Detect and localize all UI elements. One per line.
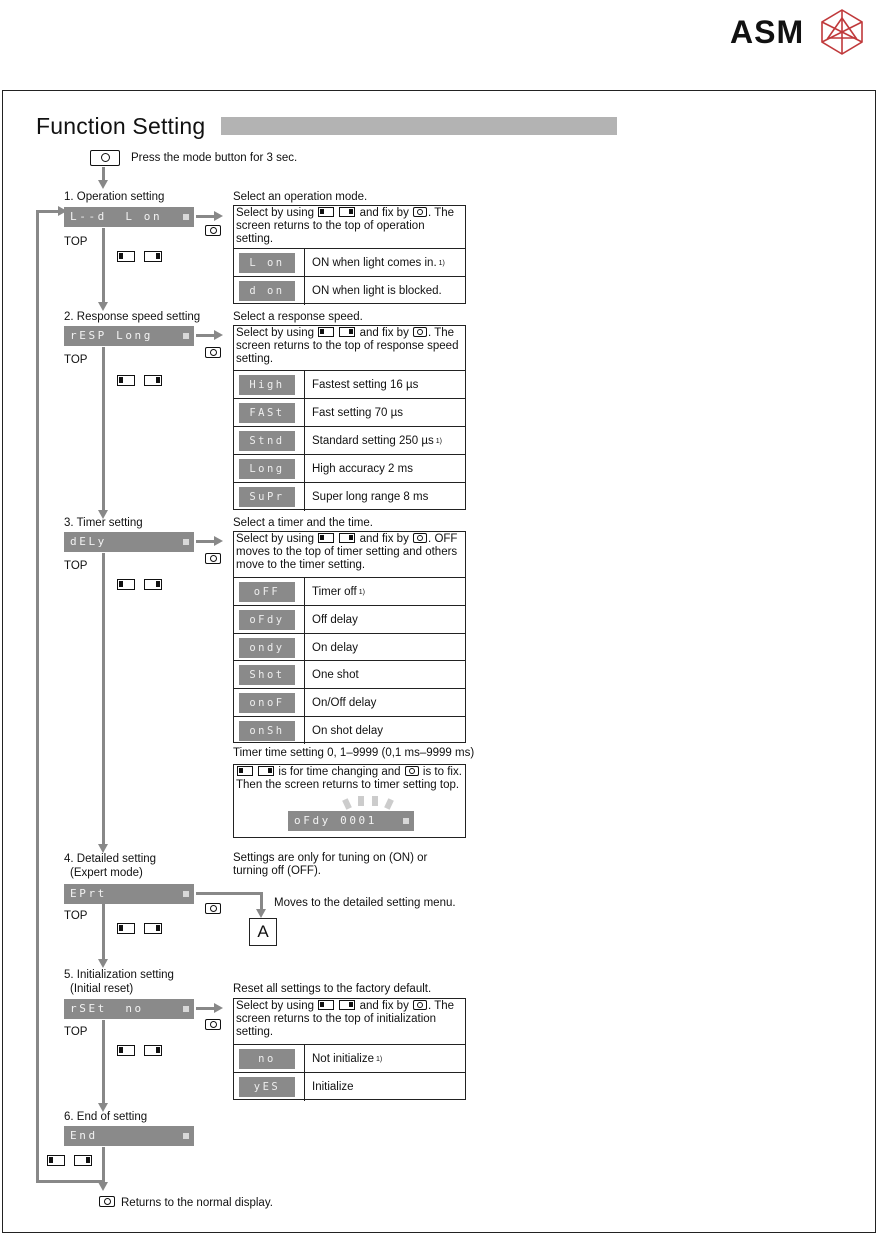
detailed-moves: Moves to the detailed setting menu. (274, 897, 456, 909)
section-heading: 1. Operation setting (64, 191, 165, 203)
section-heading: 4. Detailed setting (64, 853, 157, 865)
option-row: ondy On delay (234, 633, 465, 661)
left-button-icon (117, 251, 135, 262)
right-button-icon (144, 579, 162, 590)
asm-logo-icon (818, 8, 866, 56)
lcd-display: rSEt no (64, 999, 194, 1019)
section-heading: 5. Initialization setting (64, 969, 174, 981)
mode-button-icon (205, 903, 221, 914)
right-button-icon (144, 923, 162, 934)
option-row: Stnd Standard setting 250 µs 1) (234, 426, 465, 455)
lcd-display: EPrt (64, 884, 194, 904)
top-label: TOP (64, 1026, 88, 1038)
section-prompt: Reset all settings to the factory default. (233, 983, 432, 995)
top-label: TOP (64, 236, 88, 248)
title-bar (221, 117, 617, 135)
section-subheading: (Initial reset) (70, 983, 134, 995)
top-label: TOP (64, 354, 88, 366)
footer-text: Returns to the normal display. (121, 1197, 273, 1209)
option-row: Shot One shot (234, 660, 465, 689)
timer-time-box: is for time changing and is to fix. Then the screen returns to timer setting top. (233, 764, 466, 838)
timer-time-label: Timer time setting 0, 1–9999 (0,1 ms–9999 ms) (233, 747, 475, 759)
option-row: Long High accuracy 2 ms (234, 454, 465, 483)
option-row: no Not initialize 1) (234, 1044, 465, 1073)
option-row: L on ON when light comes in. 1) (234, 248, 465, 277)
detailed-note: Settings are only for tuning on (ON) or turning off (OFF). (233, 852, 428, 877)
option-row: d on ON when light is blocked. (234, 276, 465, 305)
mode-button-icon (205, 553, 221, 564)
right-button-icon (144, 251, 162, 262)
options-table: Select by using and fix by . The screen returns to the top of operation setting. L on ON when light comes in. 1) d on ON when light is blocked. (233, 205, 466, 304)
option-row: oFF Timer off 1) (234, 577, 465, 606)
lcd-display: L--d L on (64, 207, 194, 227)
option-row: yES Initialize (234, 1072, 465, 1101)
mode-button-icon (205, 1019, 221, 1030)
section-subheading: (Expert mode) (70, 867, 143, 879)
left-button-icon (117, 579, 135, 590)
mode-button-icon (90, 150, 120, 166)
right-button-icon (144, 1045, 162, 1056)
option-row: onSh On shot delay (234, 716, 465, 744)
mode-button-icon (205, 225, 221, 236)
options-table: Select by using and fix by . The screen returns to the top of response speed setting. High Fastest setting 16 µs FASt Fast setting 70 µs Stnd Standard setting 250 µs 1) Long High accuracy 2 ms SuPr Super long range 8 ms (233, 325, 466, 510)
lcd-display: dELy (64, 532, 194, 552)
right-button-icon (144, 375, 162, 386)
lcd-display: End (64, 1126, 194, 1146)
section-prompt: Select an operation mode. (233, 191, 368, 203)
brand-name: ASM (730, 14, 805, 50)
option-row: High Fastest setting 16 µs (234, 370, 465, 399)
page-title: Function Setting (36, 113, 206, 139)
options-table: Select by using and fix by . The screen returns to the top of initialization setting. no Not initialize 1) yES Initialize (233, 998, 466, 1100)
option-row: oFdy Off delay (234, 605, 465, 634)
lcd-display: rESP Long (64, 326, 194, 346)
options-table: Select by using and fix by . OFF moves to the top of timer setting and others move to the timer setting. oFF Timer off 1) oFdy Off delay ondy On delay Shot One shot onoF On/Off delay onSh On shot delay (233, 531, 466, 743)
section-heading: 2. Response speed setting (64, 311, 201, 323)
left-button-icon (117, 1045, 135, 1056)
top-label: TOP (64, 560, 88, 572)
section-heading: 3. Timer setting (64, 517, 143, 529)
option-row: onoF On/Off delay (234, 688, 465, 717)
left-button-icon (117, 375, 135, 386)
mode-button-icon (99, 1196, 115, 1207)
option-row: SuPr Super long range 8 ms (234, 482, 465, 511)
top-label: TOP (64, 910, 88, 922)
intro-text: Press the mode button for 3 sec. (131, 152, 298, 164)
section-prompt: Select a timer and the time. (233, 517, 373, 529)
right-button-icon (74, 1155, 92, 1166)
section-prompt: Select a response speed. (233, 311, 363, 323)
section-heading: 6. End of setting (64, 1111, 148, 1123)
mode-button-icon (205, 347, 221, 358)
option-row: FASt Fast setting 70 µs (234, 398, 465, 427)
timer-lcd-display: oFdy 0001 (288, 811, 414, 831)
left-button-icon (47, 1155, 65, 1166)
detail-reference-box: A (249, 918, 277, 946)
left-button-icon (117, 923, 135, 934)
